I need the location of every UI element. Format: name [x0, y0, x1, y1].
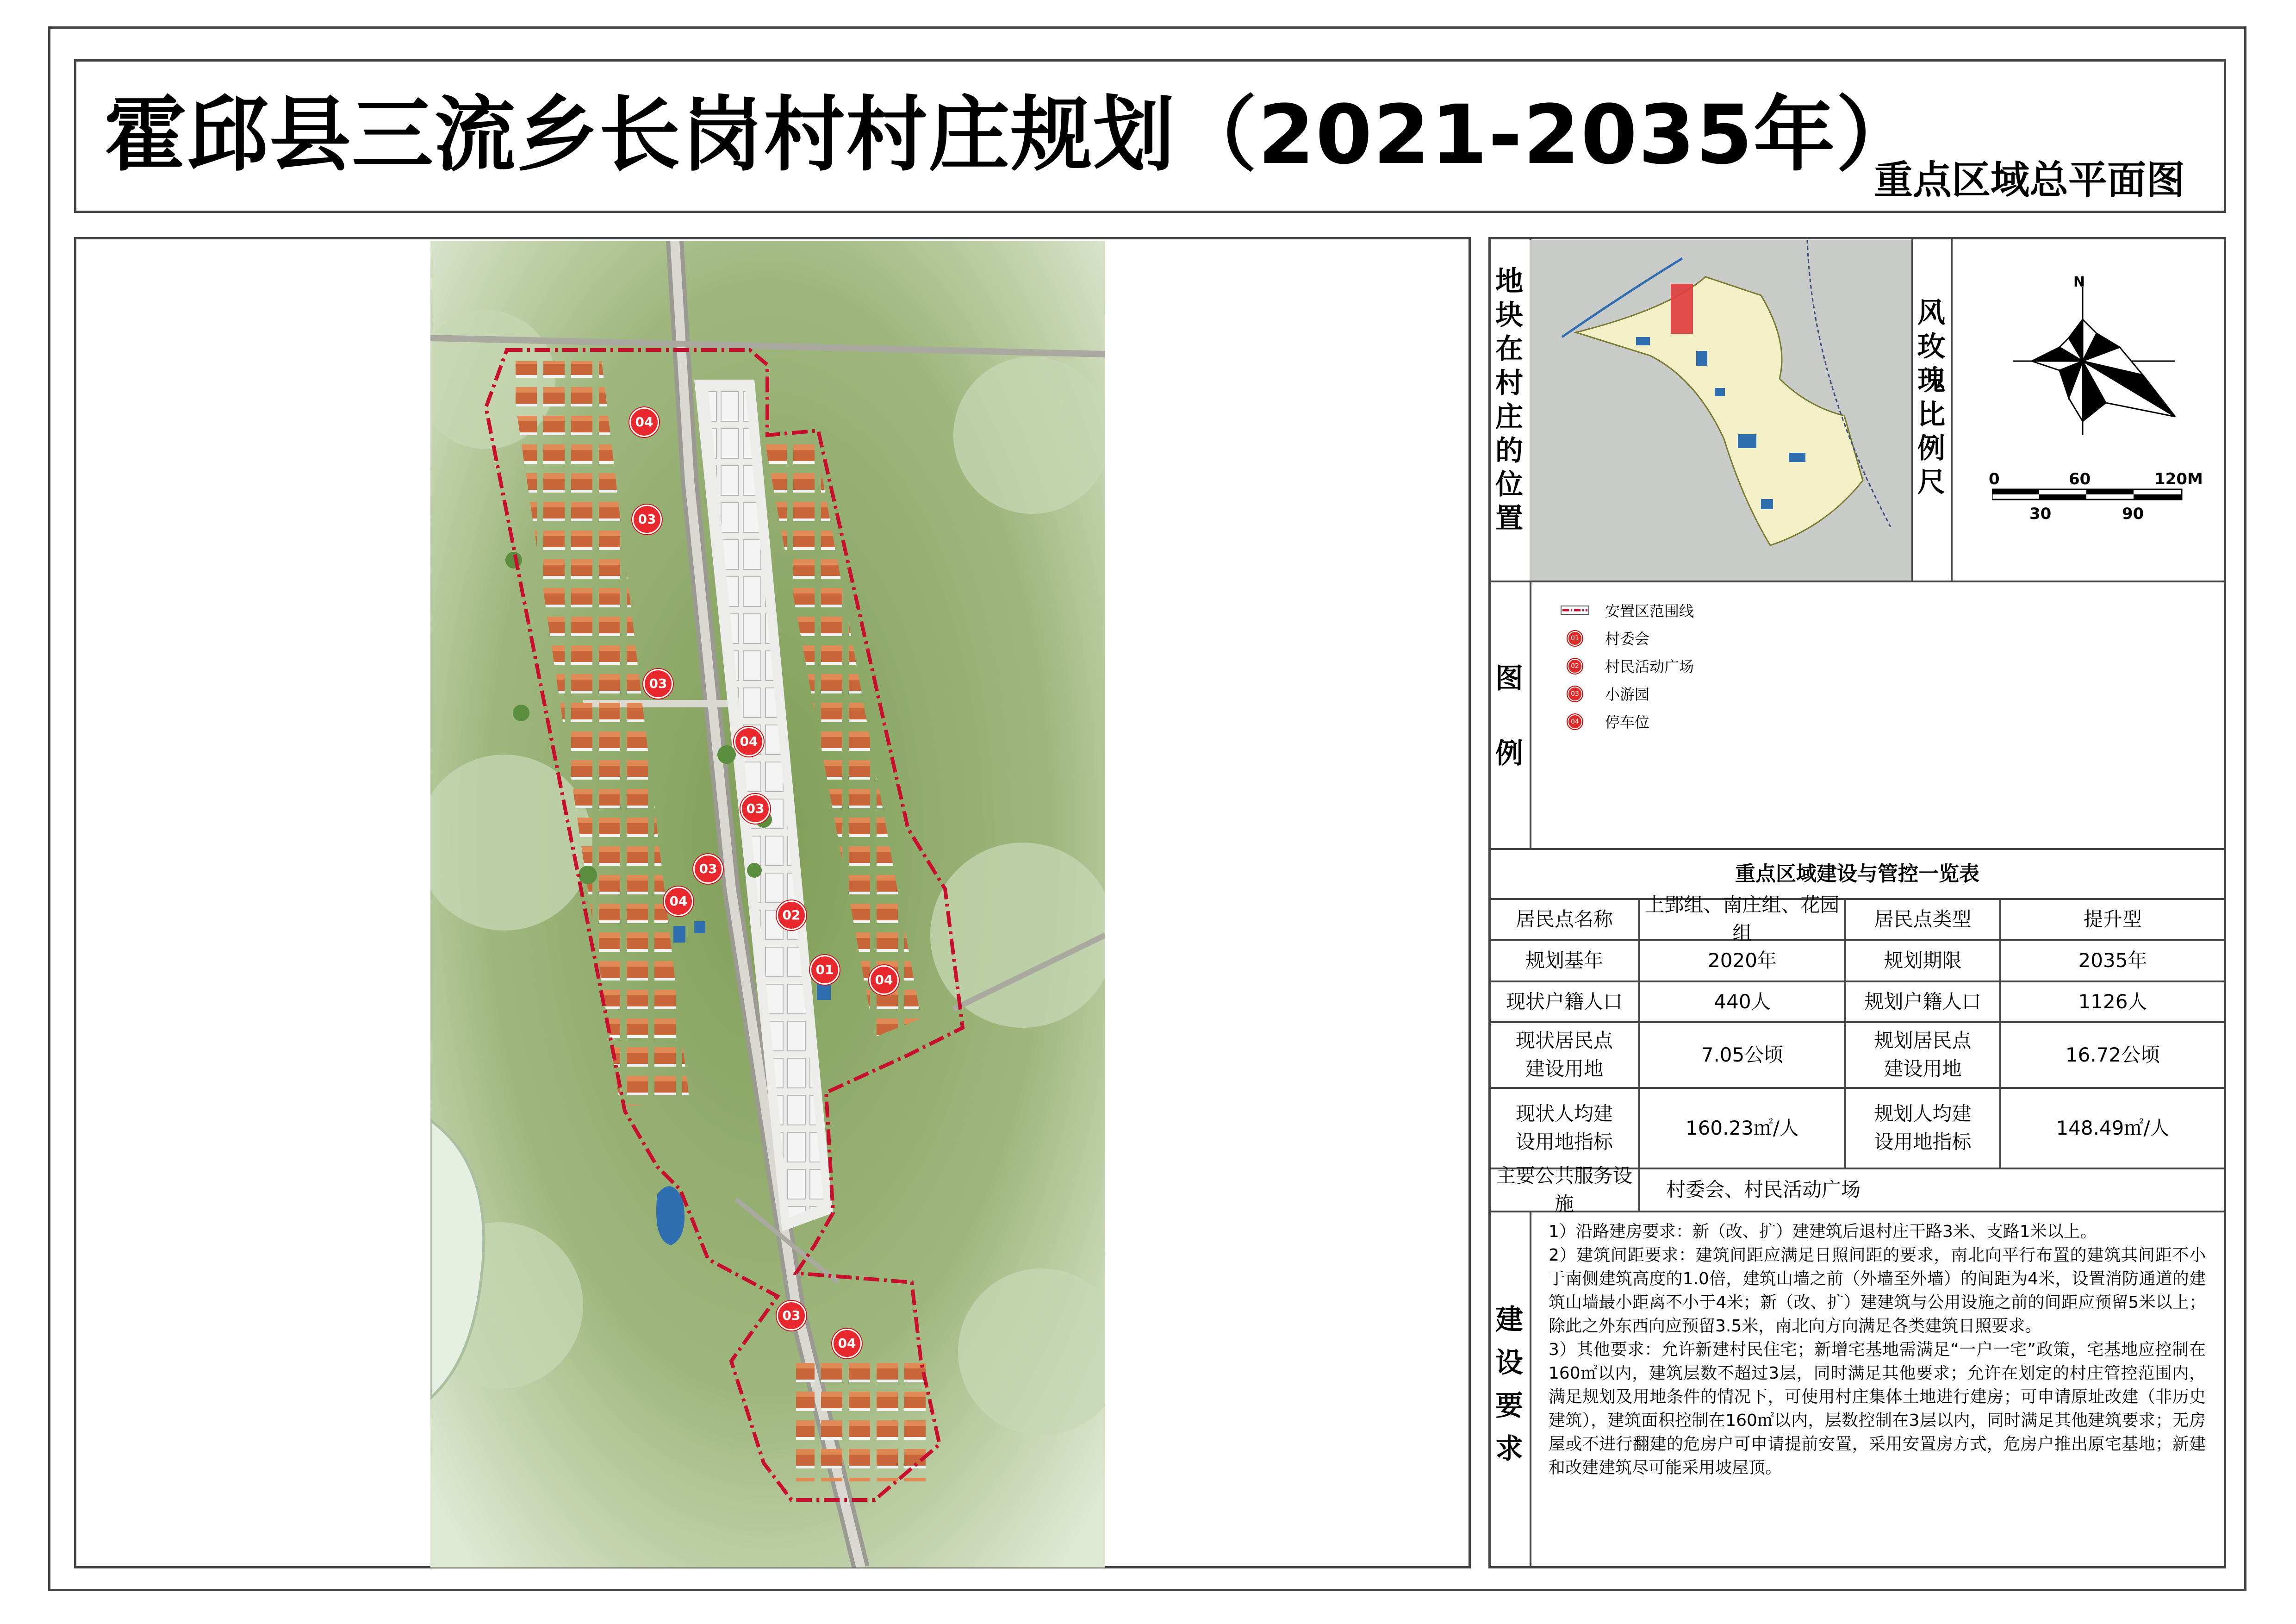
table-cell: 提升型 — [2083, 907, 2142, 931]
locator-map — [1530, 240, 1911, 581]
housing-blocks-south — [796, 1361, 926, 1481]
table-cell: 440人 — [1714, 990, 1771, 1013]
table-cell: 现状居民点 建设用地 — [1515, 1029, 1613, 1080]
table-cell: 规划户籍人口 — [1864, 990, 1981, 1013]
marker-park: 03 — [693, 854, 723, 884]
requirements-label: 建设要求 — [1495, 1304, 1523, 1465]
table-cell: 规划居民点 建设用地 — [1874, 1029, 1972, 1080]
table-cell: 规划期限 — [1884, 949, 1962, 972]
north-label: N — [2073, 274, 2085, 290]
table-cell: 规划人均建 设用地指标 — [1874, 1102, 1972, 1153]
marker-parking: 04 — [734, 727, 764, 756]
marker-park: 03 — [777, 1301, 806, 1330]
legend-label-plaza: 村民活动广场 — [1605, 658, 1694, 675]
marker-park: 03 — [740, 794, 770, 824]
marker-plaza: 02 — [777, 900, 806, 930]
scale-bar — [1992, 488, 2200, 502]
scale-label: 30 — [2029, 505, 2052, 523]
requirement-item: 2）建筑间距要求：建筑间距应满足日照间距的要求，南北向平行布置的建筑其间距不小于南侧建筑高度的1.0倍，建筑山墙之前（外墙至外墙）的间距为4米，设置消防通道的建筑山墙最小距离不小于4米；新（改、扩）建建筑与公用设施之前的间距应预留5米以上；除此之外东西向应预留3.5米，南北向方向满足各类建筑日照要求。 — [1549, 1246, 2206, 1336]
table-cell: 148.49㎡/人 — [2056, 1116, 2170, 1139]
marker-04-icon: 04 — [1568, 714, 1582, 729]
legend-label-boundary: 安置区范围线 — [1605, 602, 1694, 620]
marker-parking: 04 — [869, 965, 899, 995]
marker-park: 03 — [643, 669, 673, 699]
table-title: 重点区域建设与管控一览表 — [1735, 862, 1979, 886]
table-cell: 2020年 — [1708, 949, 1777, 972]
table-cell: 2035年 — [2078, 949, 2147, 972]
legend-park — [1561, 683, 1649, 704]
marker-parking: 04 — [664, 887, 693, 916]
requirement-item: 1）沿路建房要求：新（改、扩）建建筑后退村庄干路3米、支路1米以上。 — [1549, 1222, 2097, 1241]
scale-label: 120M — [2154, 470, 2203, 488]
table-cell: 居民点名称 — [1515, 907, 1613, 931]
legend-label-park: 小游园 — [1605, 686, 1650, 703]
legend-label: 图例 — [1495, 662, 1523, 770]
facilities-value: 村委会、村民活动广场 — [1666, 1178, 1861, 1201]
table-cell: 16.72公顷 — [2065, 1043, 2160, 1066]
table-cell: 7.05公顷 — [1701, 1043, 1784, 1066]
table-cell: 上郢组、南庄组、花园组 — [1645, 893, 1840, 944]
table-cell: 规划基年 — [1525, 949, 1603, 972]
marker-village-committee: 01 — [810, 955, 840, 985]
table-cell: 居民点类型 — [1874, 907, 1972, 931]
scale-label: 90 — [2122, 505, 2144, 523]
locator-label: 地块在村庄的位置 — [1495, 265, 1523, 535]
drawing-subtitle: 重点区域总平面图 — [1873, 157, 2185, 203]
marker-03-icon: 03 — [1568, 687, 1582, 701]
table-cell: 160.23㎡/人 — [1685, 1116, 1799, 1139]
site-plan-map — [430, 241, 1105, 1568]
legend-plaza — [1561, 655, 1694, 676]
legend-village-committee — [1561, 627, 1649, 649]
requirement-item: 3）其他要求：允许新建村民住宅；新增宅基地需满足“一户一宅”政策，宅基地应控制在160㎡以内，建筑层数不超过3层，同时满足其他要求；允许在划定的村庄管控范围内，满足规划及用地条件的情况下，可使用村庄集体土地进行建房；可申请原址改建（非历史建筑），建筑面积控制在160㎡以内，层数控制在3层以内，同时满足其他建筑要求；无房屋或不进行翻建的危房户可申请提前安置，采用安置房方式，危房户推出原宅基地；新建和改建建筑尽可能采用坡屋顶。 — [1549, 1340, 2206, 1477]
legend-parking — [1561, 711, 1649, 732]
scale-label: 0 — [1989, 470, 2000, 488]
marker-parking: 04 — [629, 407, 659, 437]
marker-01-icon: 01 — [1568, 631, 1582, 646]
page-title: 霍邱县三流乡长岗村村庄规划（2021-2035年） — [105, 87, 1918, 182]
boundary-line-icon — [1561, 603, 1589, 617]
table-cell: 现状户籍人口 — [1506, 990, 1623, 1013]
wind-rose-label: 风玫瑰比例尺 — [1917, 297, 1945, 499]
table-cell: 现状人均建 设用地指标 — [1515, 1102, 1613, 1153]
table-cell: 1126人 — [2078, 990, 2147, 1013]
marker-02-icon: 02 — [1568, 659, 1582, 674]
wind-rose — [2004, 282, 2189, 440]
marker-park: 03 — [632, 505, 662, 534]
site-location-marker — [1671, 284, 1693, 334]
scale-label: 60 — [2069, 470, 2091, 488]
site-plan-svg — [430, 241, 1105, 1568]
legend-label-village-committee: 村委会 — [1605, 630, 1650, 648]
legend-boundary — [1561, 600, 1694, 621]
requirements-text — [1549, 1220, 2206, 1480]
facilities-label: 主要公共服务设施 — [1496, 1164, 1632, 1215]
legend-label-parking: 停车位 — [1605, 713, 1650, 731]
marker-parking: 04 — [832, 1329, 862, 1358]
